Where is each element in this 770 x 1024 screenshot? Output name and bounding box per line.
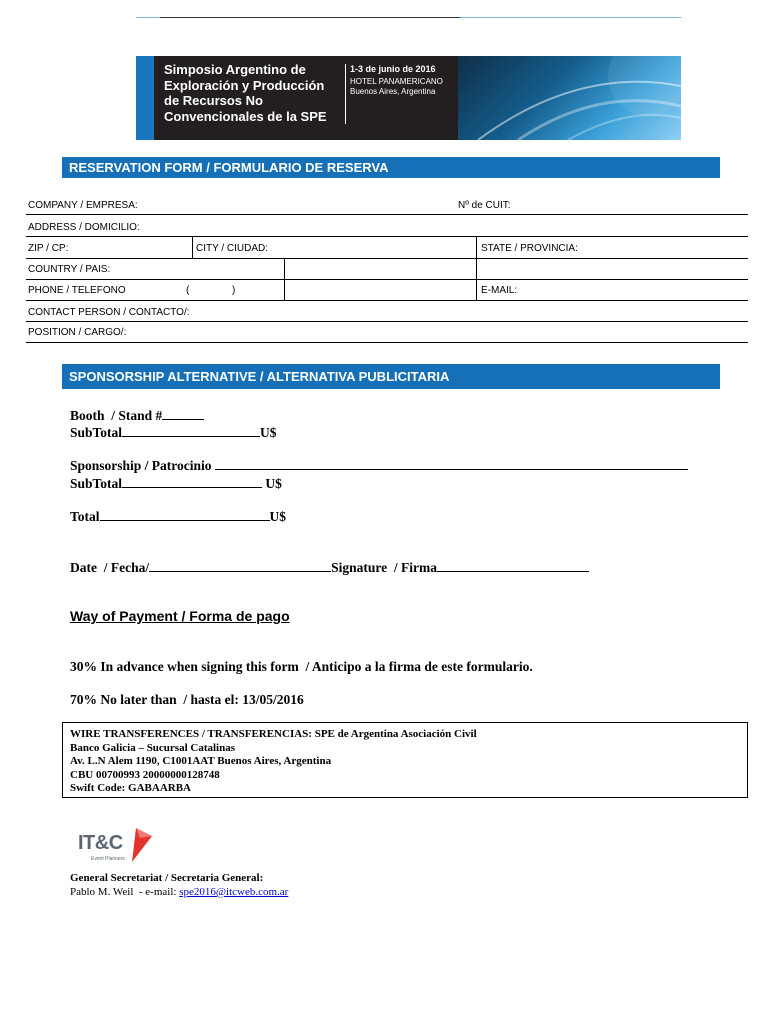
- payment-advance: 30% In advance when signing this form / Anticipo a la firma de este formulario.: [70, 659, 533, 674]
- email-field[interactable]: E-MAIL:: [481, 285, 518, 296]
- form-row-divider: [26, 300, 748, 301]
- booth-line[interactable]: [70, 407, 204, 424]
- signature-blank[interactable]: [437, 559, 589, 572]
- top-rule-main: [160, 17, 460, 18]
- contact-person-field[interactable]: CONTACT PERSON / CONTACTO/:: [28, 307, 190, 318]
- sponsorship-subtotal-blank[interactable]: [122, 475, 262, 488]
- country-field[interactable]: COUNTRY / PAIS:: [28, 264, 111, 275]
- cuit-field[interactable]: Nº de CUIT:: [458, 200, 511, 211]
- state-field[interactable]: STATE / PROVINCIA:: [481, 243, 578, 254]
- form-row-divider: [26, 342, 748, 343]
- company-field[interactable]: COMPANY / EMPRESA:: [28, 200, 138, 211]
- banner-title: [164, 62, 354, 124]
- footer-name: Pablo M. Weil: [70, 886, 134, 898]
- booth-label: Booth / Stand #: [70, 408, 163, 423]
- form-row-divider: [26, 236, 748, 237]
- banner-accent: [136, 56, 154, 140]
- phone-paren-open: (: [186, 285, 190, 296]
- footer-email-link[interactable]: spe2016@itcweb.com.ar: [179, 886, 289, 898]
- footer-email-prefix: - e-mail:: [133, 886, 180, 898]
- currency-label: U$: [269, 509, 287, 524]
- sponsorship-header: SPONSORSHIP ALTERNATIVE / ALTERNATIVA PUBLICITARIA: [62, 364, 720, 389]
- banner-title-line: Exploración y Producción: [164, 77, 325, 93]
- sponsorship-blank[interactable]: [215, 457, 688, 470]
- wire-line: WIRE TRANSFERENCES / TRANSFERENCIAS: SPE de Argentina Asociación Civil: [70, 728, 477, 740]
- subtotal-label: SubTotal: [70, 425, 123, 440]
- itc-logo: [78, 826, 154, 864]
- date-signature-line[interactable]: [70, 559, 589, 576]
- form-row-divider: [26, 258, 748, 259]
- subtotal-label: SubTotal: [70, 476, 123, 491]
- form-row-divider: [26, 214, 748, 215]
- currency-label: U$: [265, 476, 282, 491]
- banner-artwork: [458, 56, 681, 140]
- logo-subtitle: Event Planners: [91, 856, 125, 862]
- sponsorship-subtotal-line[interactable]: [70, 475, 282, 492]
- booth-subtotal-line[interactable]: [70, 424, 277, 441]
- currency-label: U$: [260, 425, 277, 440]
- banner-city: Buenos Aires, Argentina: [350, 87, 436, 96]
- wire-transfer-box: [62, 722, 748, 798]
- form-col-divider: [476, 236, 477, 300]
- banner-title-line: Simposio Argentino de: [164, 62, 306, 77]
- payment-title: Way of Payment / Forma de pago: [70, 608, 290, 624]
- banner-title-line: de Recursos No: [164, 93, 263, 108]
- phone-paren-close: ): [232, 285, 236, 296]
- wire-line: Av. L.N Alem 1190, C1001AAT Buenos Aires, Argentina: [70, 755, 332, 767]
- wire-line: CBU 00700993 20000000128748: [70, 768, 220, 781]
- form-row-divider: [26, 279, 748, 280]
- wire-line: Swift Code: GABAARBA: [70, 782, 191, 794]
- booth-subtotal-blank[interactable]: [122, 424, 260, 437]
- footer-title: General Secretariat / Secretaria General:: [70, 872, 264, 884]
- banner-divider: [345, 64, 346, 124]
- date-label: Date / Fecha/: [70, 560, 150, 575]
- form-col-divider: [192, 236, 193, 258]
- booth-number-blank[interactable]: [162, 407, 204, 420]
- logo-text: IT&C: [78, 832, 123, 854]
- sponsorship-line[interactable]: [70, 457, 688, 474]
- payment-later: 70% No later than / hasta el: 13/05/2016: [70, 692, 304, 707]
- logo-flag-icon: [130, 826, 154, 862]
- banner-date: 1-3 de junio de 2016: [350, 64, 436, 74]
- city-field[interactable]: CITY / CIUDAD:: [196, 243, 269, 254]
- event-banner: [136, 56, 681, 140]
- position-field[interactable]: POSITION / CARGO/:: [28, 327, 127, 338]
- top-rule-right: [460, 17, 681, 18]
- banner-hotel: HOTEL PANAMERICANO: [350, 77, 443, 86]
- phone-field[interactable]: PHONE / TELEFONO: [28, 285, 126, 296]
- form-row-divider: [26, 321, 748, 322]
- zip-field[interactable]: ZIP / CP:: [28, 243, 69, 254]
- total-label: Total: [70, 509, 100, 524]
- wire-line: Banco Galicia – Sucursal Catalinas: [70, 741, 236, 754]
- address-field[interactable]: ADDRESS / DOMICILIO:: [28, 222, 140, 233]
- total-blank[interactable]: [100, 508, 270, 521]
- banner-title-line: Convencionales de la SPE: [164, 108, 327, 124]
- banner-arcs-graphic: [458, 56, 681, 140]
- form-col-divider: [284, 258, 285, 300]
- sponsorship-label: Sponsorship / Patrocinio: [70, 458, 212, 473]
- signature-label: Signature / Firma: [331, 560, 437, 575]
- date-blank[interactable]: [149, 559, 331, 572]
- footer-contact: [70, 886, 288, 899]
- top-rule-left: [136, 17, 160, 18]
- total-line[interactable]: [70, 508, 286, 525]
- reservation-form-header: RESERVATION FORM / FORMULARIO DE RESERVA: [62, 157, 720, 178]
